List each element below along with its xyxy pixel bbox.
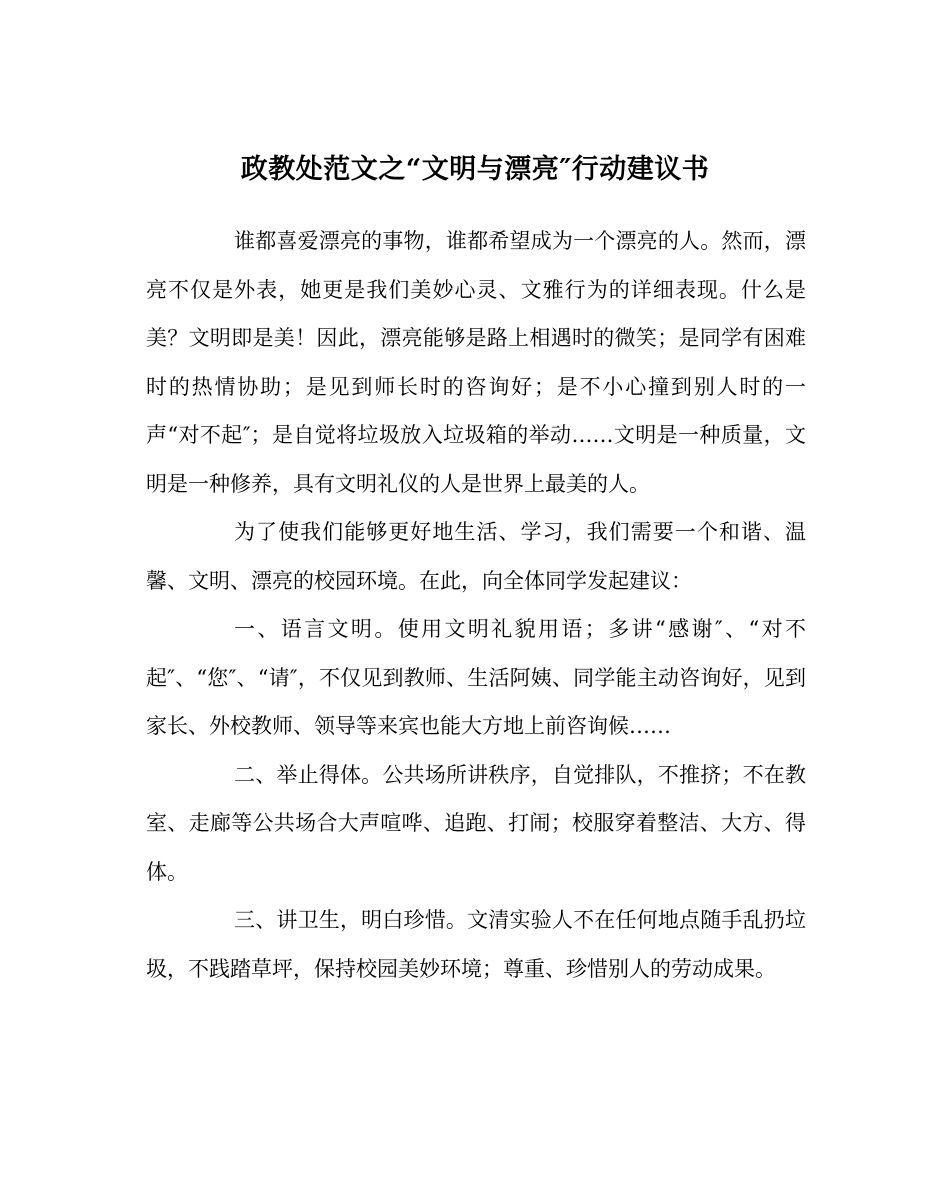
document-body [146,217,806,993]
document-title: 政教处范文之“文明与漂亮″行动建议书 [240,154,710,186]
paragraph-intro: 谁都喜爱漂亮的事物，谁都希望成为一个漂亮的人。然而，漂亮不仅是外表，她更是我们美妙心灵、文雅行为的详细表现。什么是美？文明即是美！因此，漂亮能够是路上相遇时的微笑；是同学有困难时的热情协助；是见到师长时的咨询好；是不小心撞到别人时的一声“对不起″；是自觉将垃圾放入垃圾箱的举动……文明是一种质量，文明是一种修养，具有文明礼仪的人是世界上最美的人。 [146,229,806,496]
paragraph-item-3: 三、讲卫生，明白珍惜。文清实验人不在任何地点随手乱扔垃圾，不践踏草坪，保持校园美妙环境；尊重、珍惜别人的劳动成果。 [146,908,806,981]
paragraph-item-2: 二、举止得体。公共场所讲秩序，自觉排队，不推挤；不在教室、走廊等公共场合大声喧哗、追跑、打闹；校服穿着整洁、大方、得体。 [146,762,806,884]
paragraph-purpose: 为了使我们能够更好地生活、学习，我们需要一个和谐、温馨、文明、漂亮的校园环境。在此，向全体同学发起建议： [146,520,806,593]
paragraph-item-1: 一、语言文明。使用文明礼貌用语；多讲“感谢″、“对不起″、“您″、“请″，不仅见到教师、生活阿姨、同学能主动咨询好，见到家长、外校教师、领导等来宾也能大方地上前咨询候…… [146,617,806,738]
